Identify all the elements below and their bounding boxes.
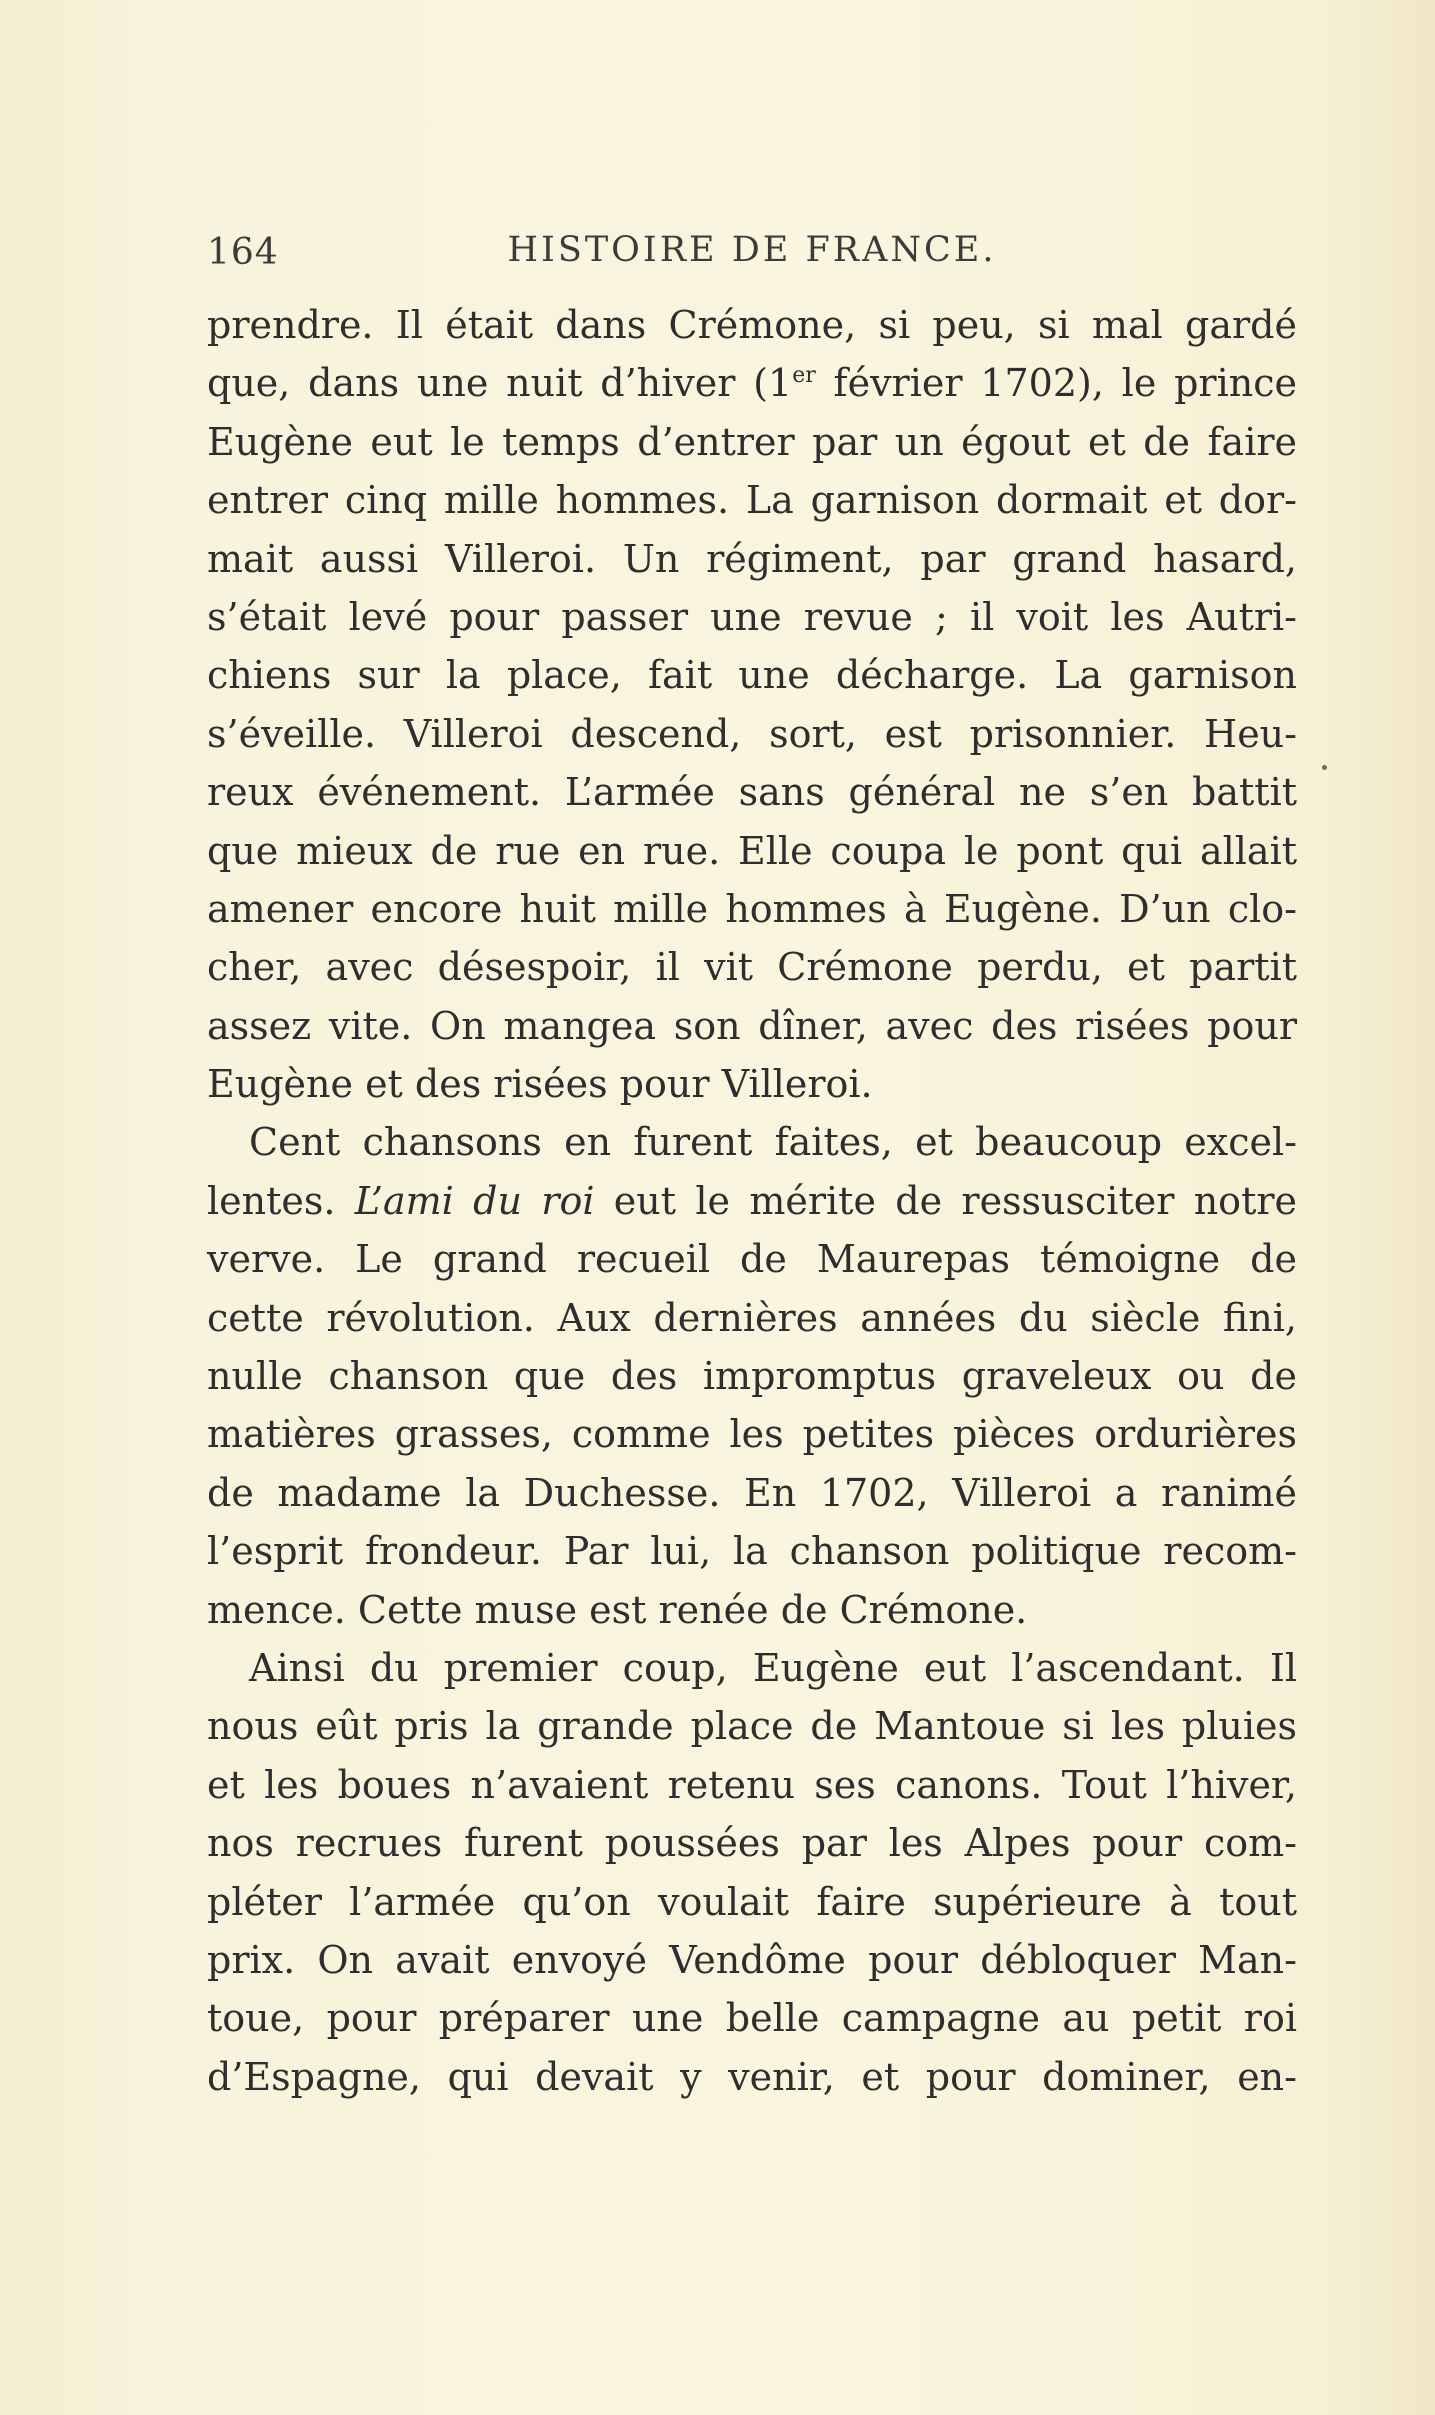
text-line: s’était levé pour passer une revue ; il voit les Autri- xyxy=(207,594,1297,639)
running-title: HISTOIRE DE FRANCE. xyxy=(507,230,997,270)
text-line: matières grasses, comme les petites pièces ordurières xyxy=(207,1412,1297,1457)
text-line: pléter l’armée qu’on voulait faire supérieure à tout xyxy=(207,1879,1297,1924)
text-segment: que, dans une nuit d’hiver (1 xyxy=(207,361,793,406)
text-line: mait aussi Villeroi. Un régiment, par grand hasard, xyxy=(207,536,1297,581)
text-line: Eugène et des risées pour Villeroi. xyxy=(207,1062,873,1107)
text-line: nos recrues furent poussées par les Alpes pour com- xyxy=(207,1821,1297,1866)
running-head xyxy=(207,224,1297,280)
text-line: s’éveille. Villeroi descend, sort, est prisonnier. Heu- xyxy=(207,711,1297,756)
text-line: cette révolution. Aux dernières années du siècle fini, xyxy=(207,1295,1297,1340)
text-line: l’esprit frondeur. Par lui, la chanson politique recom- xyxy=(207,1529,1297,1574)
text-line: reux événement. L’armée sans général ne s’en battit xyxy=(207,770,1297,815)
text-segment: eut le mérite de ressusciter notre xyxy=(594,1178,1297,1223)
text-line: mence. Cette muse est renée de Crémone. xyxy=(207,1587,1028,1632)
ink-speck xyxy=(1322,765,1327,770)
text-line: que mieux de rue en rue. Elle coupa le pont qui allait xyxy=(207,828,1297,873)
text-line: Ainsi du premier coup, Eugène eut l’ascendant. Il xyxy=(249,1645,1297,1690)
page-number: 164 xyxy=(207,232,279,273)
text-line: cher, avec désespoir, il vit Crémone perdu, et partit xyxy=(207,945,1297,990)
text-line: prendre. Il était dans Crémone, si peu, si mal gardé xyxy=(207,303,1297,347)
body-text xyxy=(207,296,1297,2106)
text-line: Eugène eut le temps d’entrer par un égout et de faire xyxy=(207,419,1297,464)
text-line: Cent chansons en furent faites, et beaucoup excel- xyxy=(249,1120,1297,1165)
text-line: amener encore huit mille hommes à Eugène. D’un clo- xyxy=(207,886,1297,931)
text-line: toue, pour préparer une belle campagne au petit roi xyxy=(207,1996,1297,2041)
italic-title: L’ami du roi xyxy=(354,1178,595,1223)
text-segment: lentes. xyxy=(207,1178,355,1223)
text-line: et les boues n’avaient retenu ses canons. Tout l’hiver, xyxy=(207,1762,1297,1807)
text-line: nous eût pris la grande place de Mantoue si les pluies xyxy=(207,1704,1297,1749)
text-line: verve. Le grand recueil de Maurepas témoigne de xyxy=(207,1237,1297,1282)
text-line: entrer cinq mille hommes. La garnison dormait et dor- xyxy=(207,478,1297,523)
text-line xyxy=(207,354,1297,412)
text-line: chiens sur la place, fait une décharge. La garnison xyxy=(207,653,1297,698)
text-line: assez vite. On mangea son dîner, avec des risées pour xyxy=(207,1003,1297,1048)
text-line: d’Espagne, qui devait y venir, et pour dominer, en- xyxy=(207,2054,1297,2099)
text-segment: février 1702), le prince xyxy=(815,361,1297,406)
text-line xyxy=(207,1172,1297,1230)
text-line: nulle chanson que des impromptus graveleux ou de xyxy=(207,1354,1297,1399)
text-line: de madame la Duchesse. En 1702, Villeroi a ranimé xyxy=(207,1470,1297,1515)
text-line: prix. On avait envoyé Vendôme pour débloquer Man- xyxy=(207,1937,1297,1982)
superscript: er xyxy=(792,363,816,389)
